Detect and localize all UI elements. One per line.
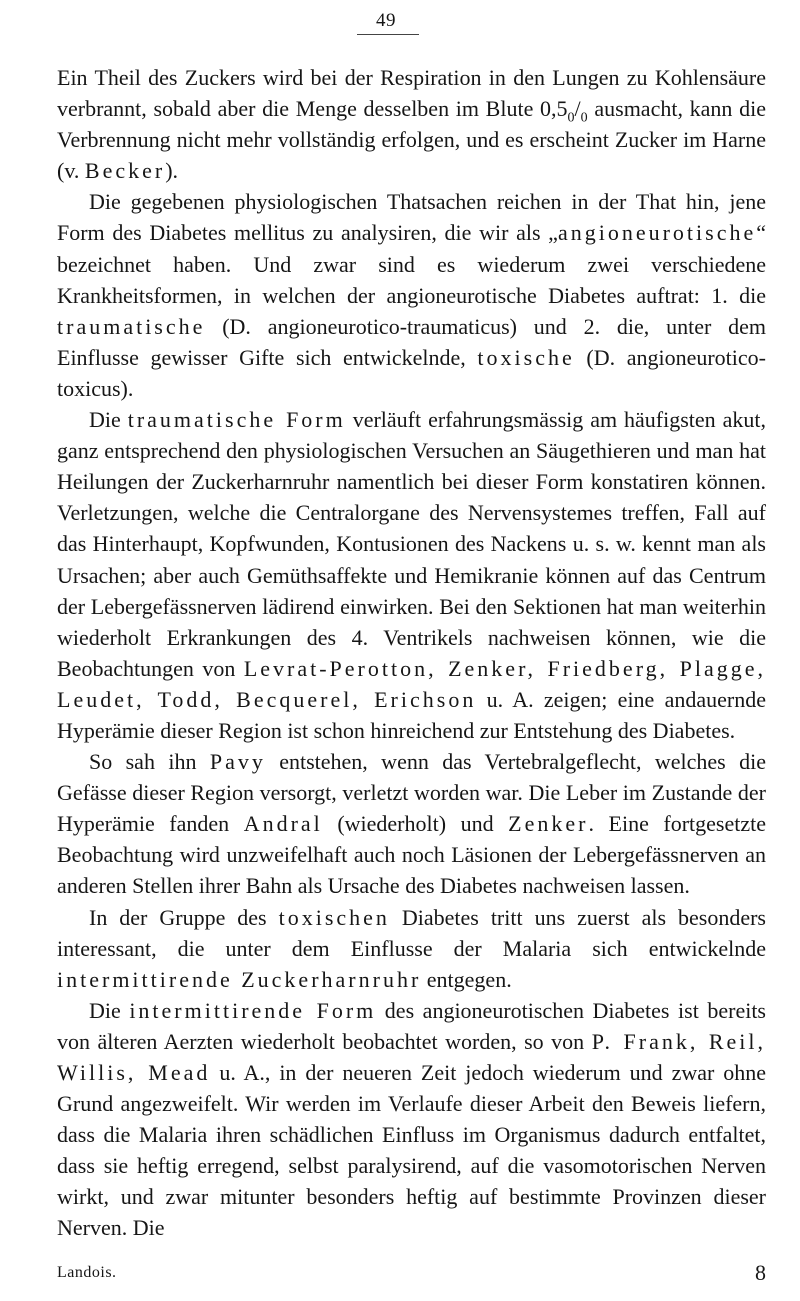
spaced-name: traumatische Form	[127, 407, 346, 433]
text-run: (wiederholt) und	[322, 811, 509, 837]
paragraph	[57, 62, 766, 186]
paragraph	[57, 746, 766, 901]
spaced-name: Becker	[84, 158, 166, 184]
subscript: 0	[567, 110, 575, 126]
text-run: verläuft erfahrungsmässig am häufigsten akut, ganz entsprechend den physiologischen Versuchen an Säugethieren und man hat Heilungen der Zuckerharnruhr namentlich bei dieser Form konstatiren können. Verletzungen, welche die Centralorgane des Nervensystemes treffen, Fall auf das Hinterhaupt, Kopfwunden, Kontusionen des Nackens u. s. w. kennt man als Ursachen; aber auch Gemüthsaffekte und Hemikranie können auf das Centrum der Lebergefässnerven lädirend einwirken. Bei den Sektionen hat man weiterhin wiederholt Erkrankungen des 4. Ventrikels nachweisen können, wie die Beobachtungen von	[57, 407, 766, 681]
header-rule	[357, 34, 419, 35]
spaced-name: toxische	[477, 344, 575, 370]
text-run: entgegen.	[421, 966, 512, 992]
spaced-name: intermittirende Zuckerharnruhr	[57, 966, 422, 992]
text-run: Ein Theil des Zuckers wird bei der Respiration in den Lungen zu Kohlensäure verbrannt, sobald aber die Menge desselben im Blute 0,5	[57, 65, 766, 122]
text-run: Die	[89, 997, 130, 1023]
body-text	[57, 62, 766, 1244]
text-run: /	[574, 96, 581, 122]
text-run: des angioneurotischen Diabetes ist bereits von älteren Aerzten wiederholt beobachtet worden, so von	[57, 997, 766, 1054]
paragraph	[57, 186, 766, 404]
spaced-name: Zenker	[508, 811, 589, 837]
paragraph	[57, 902, 766, 995]
printer-signature: Landois.	[57, 1264, 117, 1281]
spaced-name: Andral	[243, 811, 323, 837]
page-number: 49	[376, 10, 396, 31]
text-run: In der Gruppe des	[89, 904, 279, 930]
spaced-name: Levrat-Perotton, Zenker, Friedberg, Plagge, Leudet, Todd, Becquerel, Erichson	[57, 655, 766, 712]
paragraph	[57, 404, 766, 746]
text-run: entstehen, wenn das Vertebralgeflecht, welches die Gefässe dieser Region versorgt, verletzt worden war. Die Leber im Zustande der Hyperämie fanden	[57, 749, 766, 837]
text-run: ).	[165, 158, 179, 184]
spaced-name: angioneurotische	[557, 220, 757, 246]
paragraph	[57, 995, 766, 1244]
sheet-number: 8	[755, 1260, 766, 1285]
text-run: u. A. zeigen; eine andauernde Hyperämie dieser Region ist schon hinreichend zur Entstehung des Diabetes.	[57, 686, 766, 743]
spaced-name: toxischen	[278, 904, 390, 930]
spaced-name: intermittirende Form	[129, 997, 377, 1023]
text-run: ausmacht, kann die Verbrennung nicht mehr vollständig erfolgen, und es erscheint Zucker im Harne (v.	[57, 96, 766, 184]
text-run: “ bezeichnet haben. Und zwar sind es wiederum zwei verschiedene Krankheitsformen, in welchen der angioneurotische Diabetes auftrat: 1. die	[57, 220, 766, 308]
text-run: (D. angioneurotico-toxicus).	[57, 344, 767, 401]
subscript: 0	[580, 110, 588, 126]
text-run: Die	[89, 407, 128, 433]
text-run: Die gegebenen physiologischen Thatsachen reichen in der That hin, jene Form des Diabetes mellitus zu analysiren, die wir als „	[57, 189, 766, 246]
text-run: So sah ihn	[89, 749, 210, 775]
spaced-name: P. Frank, Reil, Willis, Mead	[57, 1028, 766, 1085]
text-run: u. A., in der neueren Zeit jedoch wiederum und zwar ohne Grund angezweifelt. Wir werden im Verlaufe dieser Arbeit den Beweis liefern, dass die Malaria ihren schädlichen Einfluss im Organismus dadurch entfaltet, dass sie heftig erregend, selbst paralysirend, auf die vasomotorischen Nerven wirkt, und zwar mitunter besonders heftig auf bestimmte Provinzen dieser Nerven. Die	[57, 1060, 766, 1241]
text-run: Diabetes tritt uns zuerst als besonders interessant, die unter dem Einflusse der Malaria sich entwickelnde	[57, 904, 766, 961]
text-run: . Eine fortgesetzte Beobachtung wird unzweifelhaft auch noch Läsionen der Lebergefässnerven an anderen Stellen ihrer Bahn als Ursache des Diabetes nachweisen lassen.	[57, 811, 766, 899]
spaced-name: traumatische	[57, 313, 206, 339]
page-footer	[57, 1260, 766, 1290]
text-run: (D. angioneurotico-traumaticus) und 2. die, unter dem Einflusse gewisser Gifte sich entwickelnde,	[57, 313, 766, 370]
spaced-name: Pavy	[209, 749, 266, 775]
